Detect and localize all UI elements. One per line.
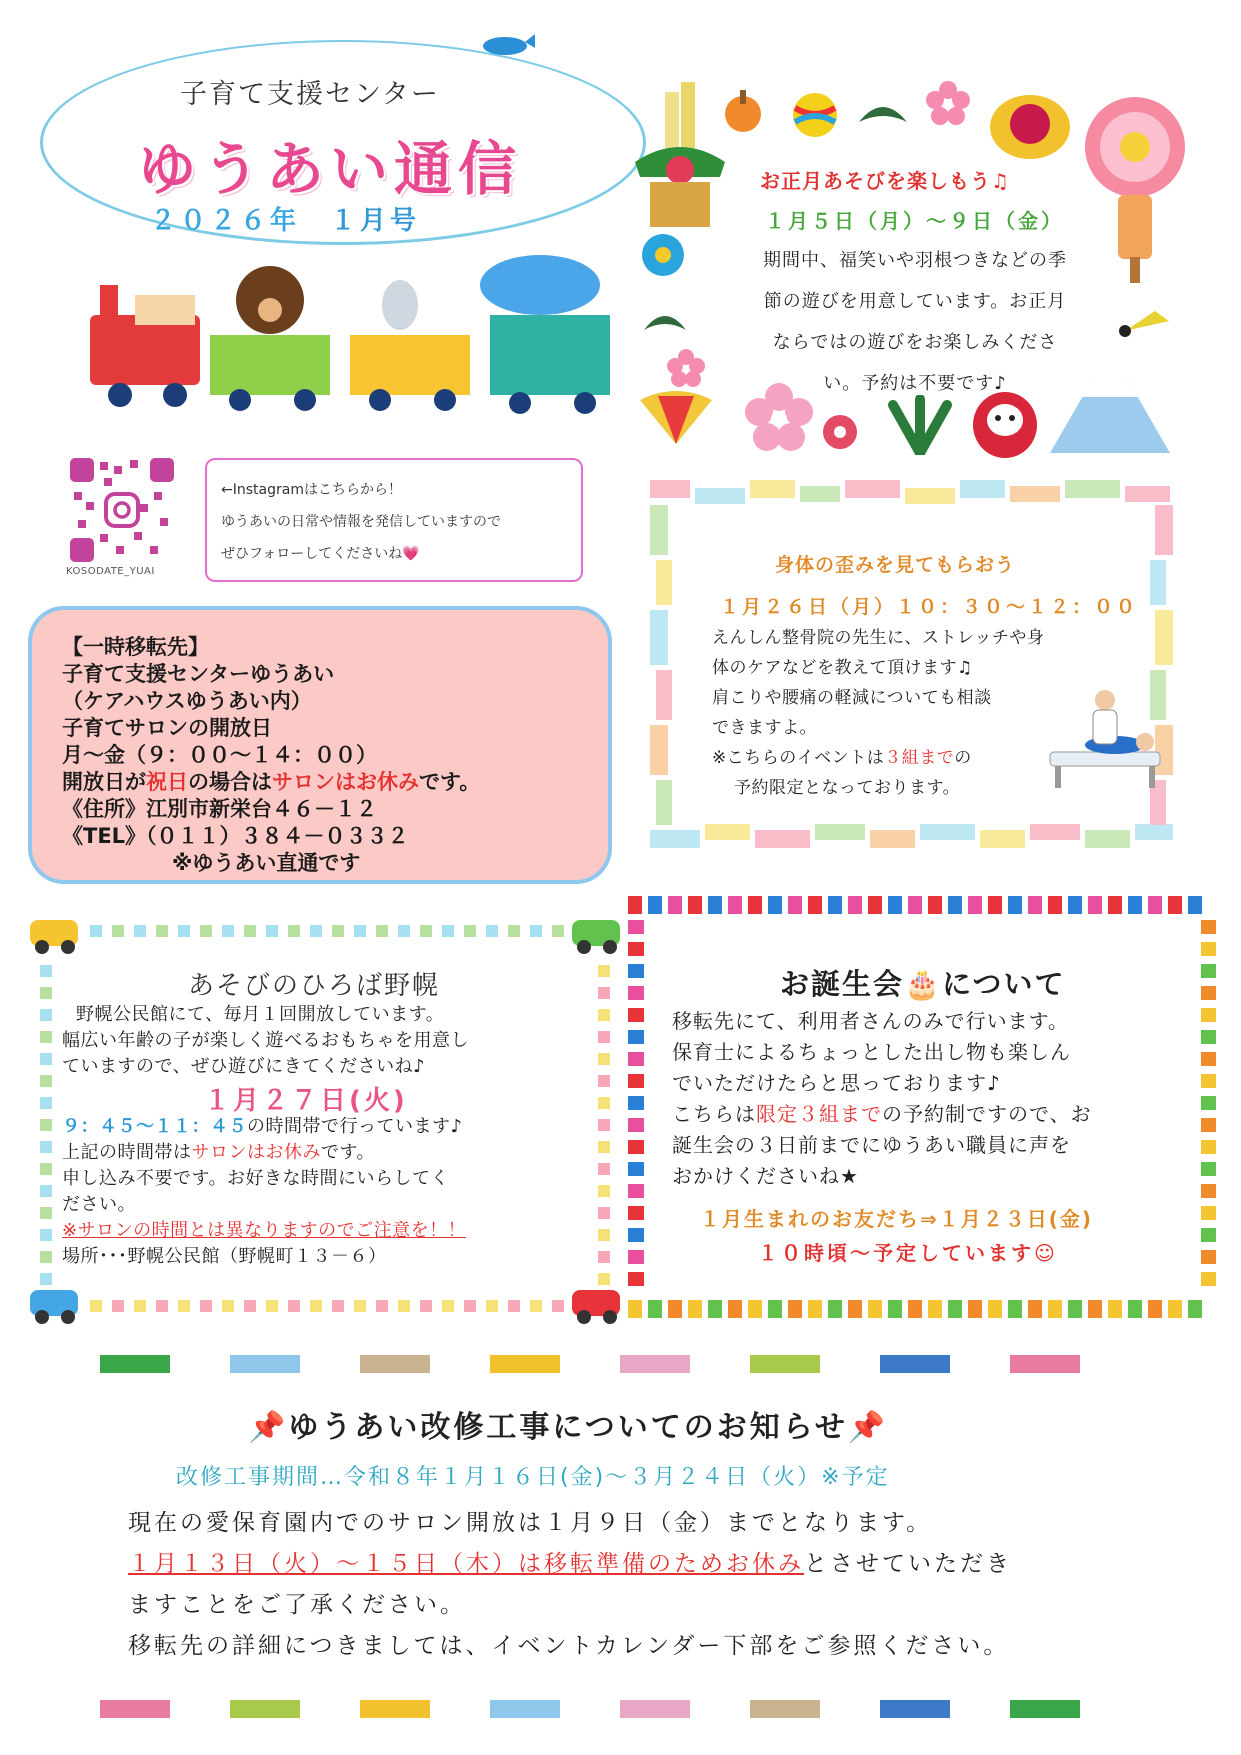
confetti-piece (628, 920, 644, 934)
birthday-title (780, 962, 1066, 1003)
relocation-phone-note: ※ゆうあい直通です (172, 851, 361, 875)
frame-dot (442, 925, 454, 937)
text-line: でいただけたらと思っております♪ (672, 1071, 1001, 1095)
text-segment: こちらは (672, 1102, 756, 1126)
text-segment: の時間帯で行っています♪ (247, 1116, 463, 1137)
text-line: ますことをご了承ください。 (128, 1592, 466, 1618)
frame-dot (178, 1300, 190, 1312)
frame-dot (530, 1300, 542, 1312)
text-segment-red: 祝日 (146, 770, 188, 794)
confetti-piece (968, 896, 982, 914)
ume-flower-icon (666, 348, 706, 388)
frame-dot (90, 925, 102, 937)
oshogatsu-date: １月５日（月）～９日（金） (765, 209, 1064, 233)
frame-dot (112, 1300, 124, 1312)
confetti-piece (1008, 896, 1022, 914)
confetti-piece (1028, 1300, 1042, 1318)
confetti-piece (628, 1052, 644, 1066)
birthday-time: １０時頃～予定しています☺ (758, 1241, 1058, 1265)
text-line (62, 1114, 592, 1140)
frame-dot (398, 925, 410, 937)
issue-month: １月号 (330, 206, 421, 236)
frame-dot (486, 1300, 498, 1312)
pushpin-icon: 📌 (847, 1410, 889, 1445)
confetti-piece (928, 896, 942, 914)
flower-icon (1080, 92, 1190, 202)
text-line: 移転先の詳細につきましては、イベントカレンダー下部をご参照ください。 (128, 1633, 1010, 1659)
text-segment-blue: ９：４５～１１：４５ (62, 1116, 247, 1137)
frame-dot (40, 1141, 52, 1153)
text-segment-red: ３組まで (884, 748, 955, 768)
text-line: ださい。 (62, 1194, 136, 1215)
confetti-piece (1201, 942, 1216, 956)
text-line: 申し込み不要です。お好きな時間にいらしてく (62, 1168, 450, 1189)
kadomatsu-icon (625, 82, 735, 232)
confetti-piece (1201, 1096, 1216, 1110)
frame-dot (156, 925, 168, 937)
frame-dot (376, 925, 388, 937)
confetti-piece (628, 964, 644, 978)
confetti-piece (708, 896, 722, 914)
text-segment: お誕生会 (780, 967, 905, 1001)
color-stripe-divider (100, 1700, 1140, 1722)
frame-dot (398, 1300, 410, 1312)
frame-dot (598, 1119, 610, 1131)
confetti-piece (1201, 1162, 1216, 1176)
frame-dot (200, 925, 212, 937)
frame-dot (530, 925, 542, 937)
doctor-illustration (1045, 690, 1165, 790)
frame-dot (598, 1251, 610, 1263)
confetti-piece (1201, 920, 1216, 934)
frame-dot (598, 1163, 610, 1175)
confetti-piece (648, 1300, 662, 1318)
confetti-piece (968, 1300, 982, 1318)
frame-dot (332, 925, 344, 937)
confetti-piece (1201, 1008, 1216, 1022)
frame-dot (598, 1273, 610, 1285)
confetti-piece (1128, 1300, 1142, 1318)
folding-fan-icon (636, 388, 716, 448)
confetti-piece (1201, 964, 1216, 978)
confetti-piece (628, 1300, 642, 1318)
frame-dot (464, 925, 476, 937)
confetti-piece (708, 1300, 722, 1318)
frame-dot (310, 1300, 322, 1312)
text-line (128, 1544, 1148, 1585)
frame-dot (552, 1300, 564, 1312)
confetti-piece (1201, 1052, 1216, 1066)
frame-dot (598, 1141, 610, 1153)
frame-dot (40, 1185, 52, 1197)
confetti-piece (628, 1206, 644, 1220)
confetti-piece (948, 1300, 962, 1318)
confetti-piece (1108, 896, 1122, 914)
confetti-piece (628, 1272, 644, 1286)
newsletter-title: ゆうあい通信 (138, 135, 523, 203)
frame-dot (40, 987, 52, 999)
asobi-details (62, 1114, 592, 1270)
frame-dot (508, 925, 520, 937)
frame-dot (354, 1300, 366, 1312)
confetti-piece (988, 1300, 1002, 1318)
relocation-holiday-note (62, 769, 608, 796)
frame-dot (598, 1075, 610, 1087)
confetti-piece (1201, 1140, 1216, 1154)
relocation-heading: 【一時移転先】 (62, 635, 209, 659)
text-line: 期間中、福笑いや羽根つきなどの季 (763, 250, 1067, 271)
frame-dot (354, 925, 366, 937)
frame-dot (200, 1300, 212, 1312)
confetti-piece (928, 1300, 942, 1318)
confetti-piece (628, 1074, 644, 1088)
frame-dot (332, 1300, 344, 1312)
location-line: 場所･･･野幌公民館（野幌町１３－６） (62, 1246, 387, 1267)
body-check-date: １月２６日（月）１０：３０～１２：００ (720, 596, 1139, 618)
confetti-piece (628, 1184, 644, 1198)
text-segment: について (942, 967, 1066, 1001)
relocation-hours: 月～金（９：００～１４：００） (62, 743, 377, 767)
frame-dot (156, 1300, 168, 1312)
frame-dot (40, 1053, 52, 1065)
confetti-piece (1201, 986, 1216, 1000)
text-line: 現在の愛保育園内でのサロン開放は１月９日（金）までとなります。 (128, 1510, 933, 1536)
frame-dot (40, 1009, 52, 1021)
frame-dot (598, 965, 610, 977)
hagoita-icon (1110, 195, 1160, 285)
confetti-piece (688, 1300, 702, 1318)
confetti-piece (1188, 896, 1202, 914)
text-segment-red: サロンはお休み (191, 1142, 321, 1163)
confetti-piece (1028, 896, 1042, 914)
frame-dot (40, 1075, 52, 1087)
confetti-piece (1168, 896, 1182, 914)
text-line: 体のケアなどを教えて頂けます♫ (712, 658, 973, 678)
birthday-date: １月生まれのお友だち⇒１月２３日(金) (700, 1207, 1094, 1231)
confetti-piece (1148, 1300, 1162, 1318)
confetti-piece (1068, 896, 1082, 914)
frame-dot (552, 925, 564, 937)
confetti-piece (1201, 1118, 1216, 1132)
confetti-piece (1008, 1300, 1022, 1318)
confetti-piece (628, 896, 642, 914)
frame-dot (112, 925, 124, 937)
frame-dot (40, 1031, 52, 1043)
frame-dot (598, 1185, 610, 1197)
instagram-line3 (221, 538, 567, 570)
text-line: 幅広い年齢の子が楽しく遊べるおもちゃを用意し (62, 1030, 469, 1051)
frame-dot (40, 965, 52, 977)
frame-dot (40, 1207, 52, 1219)
frame-dot (598, 987, 610, 999)
temari-icon (790, 90, 840, 140)
text-line: 移転先にて、利用者さんのみで行います。 (672, 1009, 1069, 1033)
text-line: 肩こりや腰痛の軽減についても相談 (712, 688, 992, 708)
confetti-piece (648, 896, 662, 914)
confetti-piece (828, 1300, 842, 1318)
koban-bag-icon (985, 82, 1075, 162)
confetti-piece (768, 896, 782, 914)
confetti-piece (1148, 896, 1162, 914)
header-subtitle: 子育て支援センター (180, 79, 440, 110)
confetti-piece (1108, 1300, 1122, 1318)
frame-dot (40, 1097, 52, 1109)
text-segment: 開放日が (62, 770, 146, 794)
shuttlecock-icon (1115, 305, 1175, 341)
frame-dot (40, 1229, 52, 1241)
frame-dot (40, 1163, 52, 1175)
asobi-description (62, 1002, 582, 1080)
renovation-description (128, 1503, 1148, 1667)
frame-dot (134, 925, 146, 937)
confetti-piece (808, 1300, 822, 1318)
relocation-info-box (28, 606, 612, 884)
confetti-piece (888, 896, 902, 914)
kiku-flower-icon (640, 232, 686, 278)
pushpin-icon: 📌 (248, 1410, 289, 1445)
confetti-piece (868, 1300, 882, 1318)
instagram-qr-code[interactable] (70, 458, 174, 562)
text-line: 野幌公民館にて、毎月１回開放しています。 (76, 1004, 445, 1025)
relocation-line: 子育てサロンの開放日 (62, 716, 272, 740)
instagram-line2: ゆうあいの日常や情報を発信していますので (221, 514, 501, 530)
confetti-piece (1201, 1206, 1216, 1220)
confetti-piece (848, 1300, 862, 1318)
frame-dot (420, 1300, 432, 1312)
confetti-piece (768, 1300, 782, 1318)
cake-icon: 🎂 (904, 967, 943, 1001)
bamboo-leaf-icon (885, 395, 955, 455)
confetti-piece (1048, 1300, 1062, 1318)
text-segment: です。 (419, 770, 481, 794)
frame-dot (266, 925, 278, 937)
ume-flower-icon (820, 412, 860, 452)
qr-caption: KOSODATE_YUAI (66, 566, 155, 577)
warning-line: ※サロンの時間とは異なりますのでご注意を！！ (62, 1220, 467, 1241)
body-check-title: 身体の歪みを見てもらおう (775, 554, 1016, 576)
confetti-piece (628, 1250, 644, 1264)
renovation-period: 改修工事期間…令和８年１月１６日(金)～３月２４日（火）※予定 (176, 1465, 890, 1490)
text-segment: の (954, 748, 972, 768)
pine-icon (855, 92, 911, 132)
relocation-line: （ケアハウスゆうあい内） (62, 689, 312, 713)
text-line (62, 1140, 592, 1166)
frame-dot (376, 1300, 388, 1312)
confetti-piece (728, 1300, 742, 1318)
renovation-title-text: ゆうあい改修工事についてのお知らせ (288, 1410, 848, 1445)
confetti-piece (628, 1118, 644, 1132)
renovation-title (248, 1402, 888, 1446)
confetti-piece (1201, 1030, 1216, 1044)
frame-dot (486, 925, 498, 937)
confetti-piece (668, 1300, 682, 1318)
oshogatsu-description (725, 240, 1105, 404)
confetti-piece (628, 1008, 644, 1022)
confetti-piece (748, 896, 762, 914)
confetti-piece (908, 1300, 922, 1318)
text-segment: です。 (321, 1142, 376, 1163)
confetti-piece (988, 896, 1002, 914)
issue-date (150, 200, 420, 237)
frame-dot (420, 925, 432, 937)
instagram-line1: ←Instagramはこちらから！ (221, 482, 402, 498)
confetti-piece (628, 942, 644, 956)
confetti-piece (628, 1162, 644, 1176)
heart-icon: 💗 (402, 546, 420, 562)
text-line: 誕生会の３日前までにゆうあい職員に声を (672, 1133, 1071, 1157)
frame-dot (40, 1251, 52, 1263)
confetti-piece (908, 896, 922, 914)
asobi-title: あそびのひろば野幌 (188, 971, 441, 1001)
asobi-date: １月２７日(火) (204, 1086, 408, 1116)
frame-dot (288, 1300, 300, 1312)
frame-dot (222, 1300, 234, 1312)
birthday-description (672, 1006, 1192, 1192)
frame-dot (598, 1097, 610, 1109)
confetti-piece (788, 896, 802, 914)
text-segment: の予約制ですので、お (882, 1102, 1092, 1126)
confetti-piece (1088, 896, 1102, 914)
text-line: ていますので、ぜひ遊びにきてくださいね♪ (62, 1056, 426, 1077)
confetti-piece (1201, 1272, 1216, 1286)
frame-dot (598, 1229, 610, 1241)
confetti-piece (628, 1228, 644, 1242)
frame-dot (178, 925, 190, 937)
frame-dot (222, 925, 234, 937)
pine-icon (640, 302, 690, 338)
confetti-piece (948, 896, 962, 914)
frame-dot (464, 1300, 476, 1312)
color-stripe-divider (100, 1355, 1140, 1377)
text-line: できますよ。 (712, 718, 817, 738)
confetti-piece (748, 1300, 762, 1318)
confetti-piece (688, 896, 702, 914)
ume-flower-icon (925, 80, 971, 126)
confetti-piece (1128, 896, 1142, 914)
instagram-line3-text: ぜひフォローしてくださいね (221, 546, 403, 562)
confetti-piece (788, 1300, 802, 1318)
confetti-piece (728, 896, 742, 914)
confetti-piece (668, 896, 682, 914)
confetti-piece (888, 1300, 902, 1318)
koma-icon (720, 88, 766, 134)
frame-dot (598, 1053, 610, 1065)
confetti-piece (628, 986, 644, 1000)
text-segment-red: １月１３日（火）～１５日（木）は移転準備のためお休み (128, 1551, 804, 1577)
confetti-piece (628, 1030, 644, 1044)
text-segment: とさせていただき (804, 1551, 1012, 1577)
frame-dot (310, 925, 322, 937)
confetti-piece (808, 896, 822, 914)
confetti-piece (848, 896, 862, 914)
confetti-piece (1201, 1074, 1216, 1088)
confetti-piece (1048, 896, 1062, 914)
text-line (672, 1099, 1192, 1130)
text-line: えんしん整骨院の先生に、ストレッチや身 (712, 628, 1045, 648)
confetti-piece (1201, 1184, 1216, 1198)
text-line: 節の遊びを用意しています。お正月 (763, 291, 1067, 312)
confetti-piece (628, 1096, 644, 1110)
frame-dot (266, 1300, 278, 1312)
train-illustration (80, 255, 620, 415)
text-segment: 上記の時間帯は (62, 1142, 192, 1163)
frame-dot (598, 1207, 610, 1219)
frame-dot (598, 1009, 610, 1021)
frame-dot (508, 1300, 520, 1312)
frame-dot (40, 1119, 52, 1131)
frame-dot (598, 1031, 610, 1043)
frame-dot (288, 925, 300, 937)
confetti-piece (828, 896, 842, 914)
text-line: 保育士によるちょっとした出し物も楽しん (672, 1040, 1071, 1064)
text-line: い。予約は不要です♪ (823, 373, 1007, 394)
confetti-piece (1201, 1250, 1216, 1264)
frame-dot (244, 925, 256, 937)
confetti-piece (1168, 1300, 1182, 1318)
text-segment-red: サロンはお休み (272, 770, 419, 794)
text-line: ならではの遊びをお楽しみくださ (772, 332, 1058, 353)
relocation-phone: 《TEL》（０１１）３８４－０３３２ (62, 824, 409, 848)
text-segment-red: 限定３組まで (756, 1102, 882, 1126)
confetti-piece (1188, 1300, 1202, 1318)
relocation-line: 子育て支援センターゆうあい (62, 662, 335, 686)
frame-dot (134, 1300, 146, 1312)
frame-dot (244, 1300, 256, 1312)
text-segment: ※こちらのイベントは (712, 748, 885, 768)
text-segment: の場合は (188, 770, 272, 794)
relocation-address: 《住所》江別市新栄台４６－１２ (62, 797, 377, 821)
text-line: おかけくださいね★ (672, 1164, 859, 1188)
frame-dot (442, 1300, 454, 1312)
oshogatsu-title: お正月あそびを楽しもう♫ (760, 169, 1010, 193)
issue-year: ２０２６年 (150, 206, 301, 236)
instagram-info-box (205, 458, 583, 582)
confetti-piece (1088, 1300, 1102, 1318)
confetti-piece (1201, 1228, 1216, 1242)
confetti-piece (868, 896, 882, 914)
text-line: 予約限定となっております。 (734, 778, 961, 798)
confetti-piece (1068, 1300, 1082, 1318)
whale-icon (470, 28, 540, 58)
frame-dot (90, 1300, 102, 1312)
frame-dot (40, 1273, 52, 1285)
confetti-piece (628, 1140, 644, 1154)
